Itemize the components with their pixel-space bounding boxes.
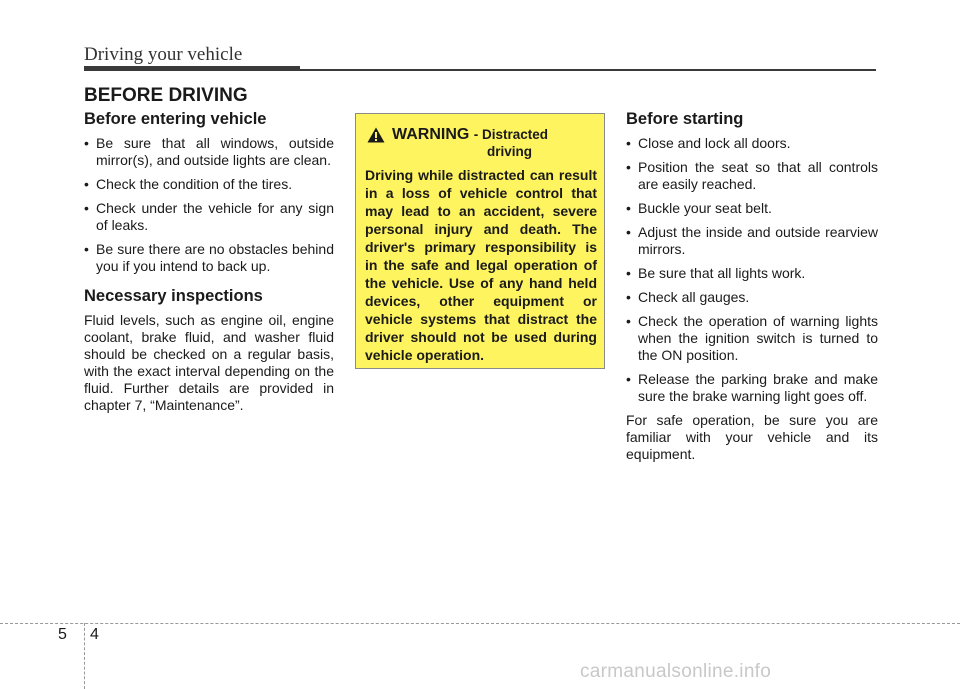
bullet-icon: • bbox=[84, 176, 89, 192]
warning-subtitle-line2: driving bbox=[486, 144, 532, 159]
list-item: • Adjust the inside and outside rearview mirrors. bbox=[626, 224, 878, 257]
page-header-title: Driving your vehicle bbox=[84, 44, 243, 65]
chapter-number: 5 bbox=[58, 626, 67, 643]
bullet-icon: • bbox=[626, 265, 631, 281]
header-rule-thin bbox=[300, 69, 876, 71]
watermark: carmanualsonline.info bbox=[580, 661, 772, 682]
before-starting-list bbox=[626, 135, 878, 405]
warning-box bbox=[355, 113, 605, 369]
inspections-paragraph: Fluid levels, such as engine oil, engine coolant, brake fluid, and washer fluid should be checked on a regular basis, with the exact interval depending on the fluid. Further details are provided in chapter 7, “Maintenance”. bbox=[84, 312, 334, 413]
before-entering-list bbox=[84, 135, 334, 275]
list-item: • Check all gauges. bbox=[626, 289, 750, 305]
bullet-icon: • bbox=[626, 371, 631, 387]
list-item: • Check the condition of the tires. bbox=[84, 176, 293, 192]
warning-triangle-icon bbox=[367, 127, 385, 143]
list-item: • Check the operation of warning lights when the ignition switch is turned to the ON position. bbox=[626, 313, 878, 363]
bullet-icon: • bbox=[84, 241, 89, 257]
bullet-icon: • bbox=[626, 289, 631, 305]
bullet-icon: • bbox=[626, 159, 631, 175]
footer-divider bbox=[0, 623, 960, 624]
list-item: • Position the seat so that all controls are easily reached. bbox=[626, 159, 878, 192]
warning-heading bbox=[392, 126, 597, 159]
right-column bbox=[626, 110, 878, 463]
list-item: • Be sure that all windows, outside mirror(s), and outside lights are clean. bbox=[84, 135, 334, 168]
list-item: • Check under the vehicle for any sign of leaks. bbox=[84, 200, 334, 233]
left-column bbox=[84, 110, 334, 414]
bullet-icon: • bbox=[84, 135, 89, 151]
heading-necessary-inspections: Necessary inspections bbox=[84, 287, 263, 305]
bullet-icon: • bbox=[626, 224, 631, 240]
list-item: • Be sure there are no obstacles behind you if you intend to back up. bbox=[84, 241, 334, 274]
warning-text: Driving while distracted can result in a loss of vehicle control that may lead to an accident, severe personal injury and death. The driver's primary responsibility is in the safe and legal operation of the vehicle. Use of any hand held devices, other equipment or vehicle systems that distract the driver should not be used during vehicle operation. bbox=[365, 167, 597, 363]
warning-subtitle: - Distracted bbox=[473, 127, 549, 142]
page-number: 4 bbox=[90, 626, 99, 643]
footer-vertical-divider bbox=[84, 623, 85, 689]
header-rule-thick bbox=[84, 66, 300, 71]
list-item: • Be sure that all lights work. bbox=[626, 265, 806, 281]
safe-operation-paragraph: For safe operation, be sure you are familiar with your vehicle and its equipment. bbox=[626, 412, 878, 462]
bullet-icon: • bbox=[626, 135, 631, 151]
list-item: • Release the parking brake and make sure the brake warning light goes off. bbox=[626, 371, 878, 404]
bullet-icon: • bbox=[84, 200, 89, 216]
list-item: • Buckle your seat belt. bbox=[626, 200, 772, 216]
heading-before-entering: Before entering vehicle bbox=[84, 110, 267, 128]
heading-before-starting: Before starting bbox=[626, 110, 744, 128]
bullet-icon: • bbox=[626, 313, 631, 329]
bullet-icon: • bbox=[626, 200, 631, 216]
section-title: BEFORE DRIVING bbox=[84, 85, 248, 106]
warning-label: WARNING bbox=[392, 126, 470, 143]
list-item: • Close and lock all doors. bbox=[626, 135, 791, 151]
